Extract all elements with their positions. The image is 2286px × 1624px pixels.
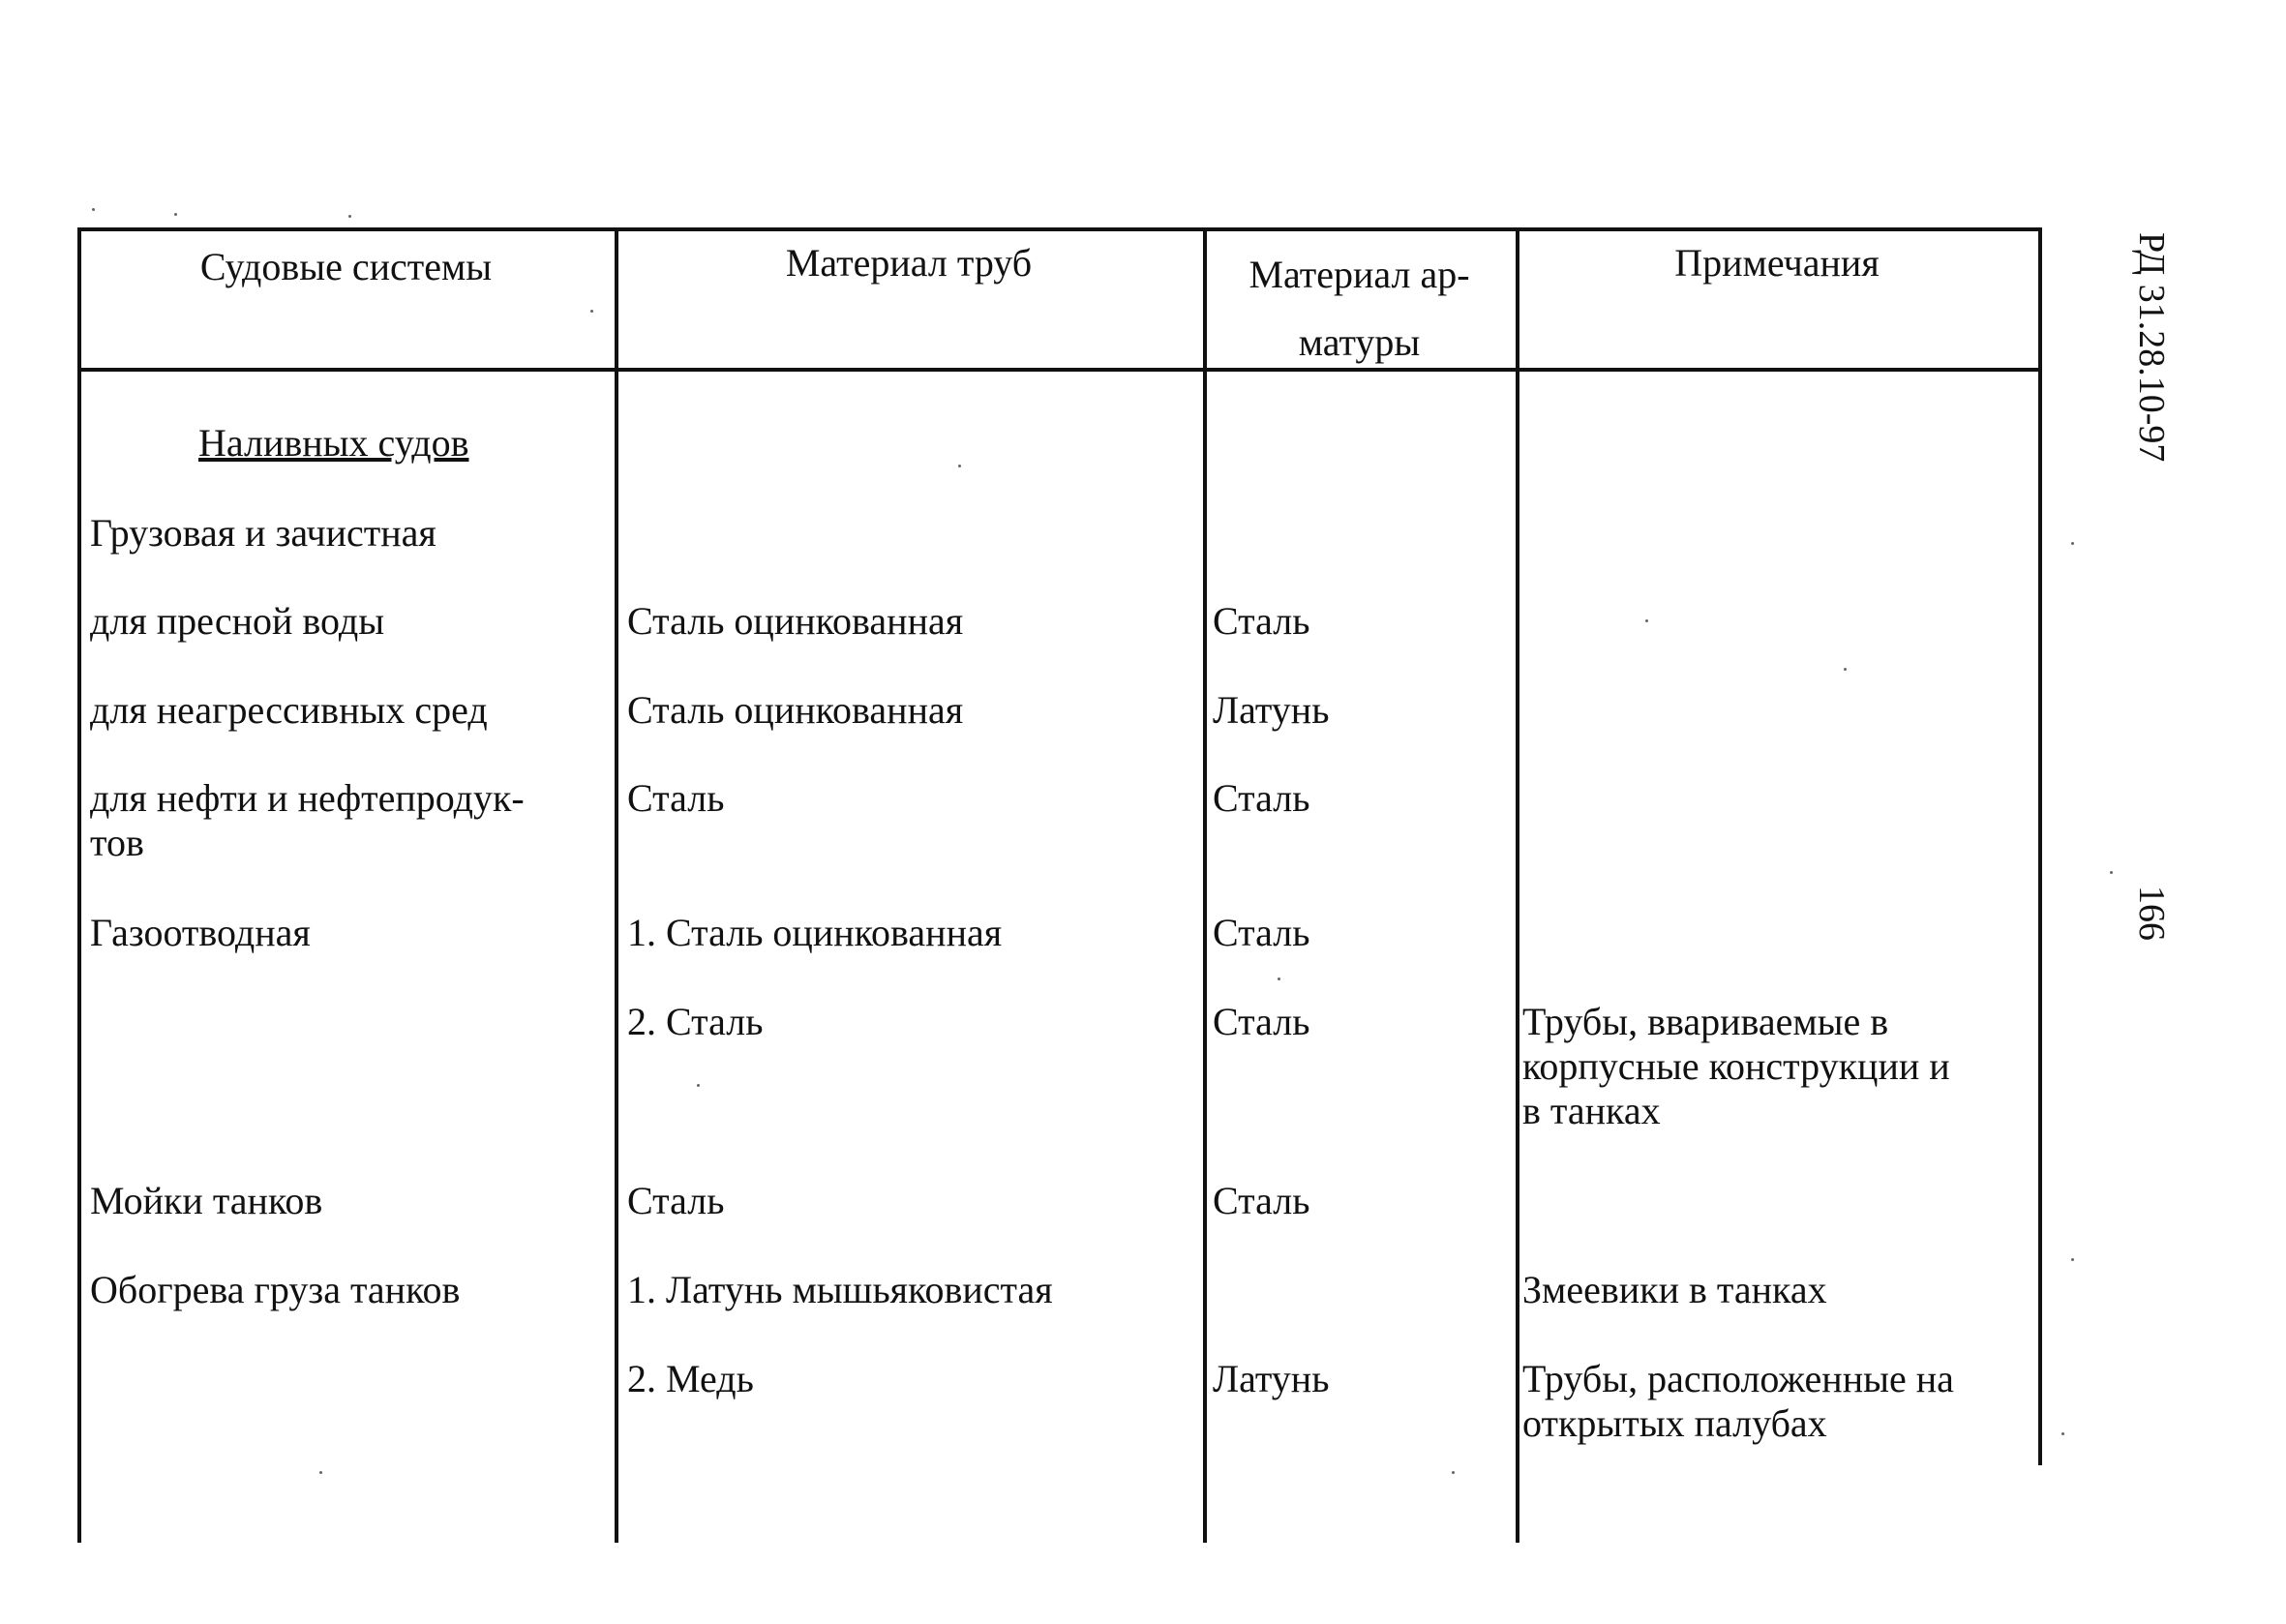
row-4-pipe: Сталь: [627, 776, 725, 820]
header-notes: Примечания: [1674, 241, 1880, 285]
row-7-pipe: Сталь: [627, 1179, 725, 1222]
row-3-pipe: Сталь оцинкованная: [627, 688, 964, 732]
document-code: РД 31.28.10-97: [2131, 232, 2172, 463]
page-number: 166: [2131, 886, 2172, 941]
column-divider-3: [1516, 231, 1519, 1543]
row-1-system: Грузовая и зачистная: [90, 511, 436, 555]
row-4-fitting: Сталь: [1213, 776, 1310, 820]
header-fitting-material: Материал ар- матуры: [1248, 253, 1470, 364]
table-border-left: [77, 231, 81, 1543]
row-2-system: для пресной воды: [90, 599, 385, 643]
row-5-system: Газоотводная: [90, 911, 311, 954]
row-5-fitting: Сталь: [1213, 911, 1310, 954]
row-6-fitting: Сталь: [1213, 1000, 1310, 1043]
row-6-pipe: 2. Сталь: [627, 1000, 764, 1043]
row-9-pipe: 2. Медь: [627, 1357, 754, 1400]
header-divider: [77, 368, 2042, 372]
pipe-materials-table: [77, 227, 2042, 1543]
header-ship-systems: Судовые системы: [199, 245, 493, 288]
row-3-fitting: Латунь: [1213, 688, 1330, 732]
row-5-pipe: 1. Сталь оцинкованная: [627, 911, 1003, 954]
row-4-system: для нефти и нефтепродук- тов: [90, 776, 525, 864]
column-divider-1: [615, 231, 618, 1543]
column-divider-2: [1203, 231, 1207, 1543]
table-border-right: [2038, 231, 2042, 1465]
row-3-system: для неагрессивных сред: [90, 688, 488, 732]
section-title: Наливных судов: [198, 421, 469, 465]
row-8-system: Обогрева груза танков: [90, 1268, 461, 1311]
row-6-note: Трубы, ввариваемые в корпусные конструкции и в танках: [1522, 1000, 1950, 1132]
row-7-fitting: Сталь: [1213, 1179, 1310, 1222]
header-pipe-material: Материал труб: [785, 241, 1033, 285]
row-2-fitting: Сталь: [1213, 599, 1310, 643]
row-8-pipe: 1. Латунь мышьяковистая: [627, 1268, 1053, 1311]
row-7-system: Мойки танков: [90, 1179, 323, 1222]
row-2-pipe: Сталь оцинкованная: [627, 599, 964, 643]
row-9-fitting: Латунь: [1213, 1357, 1330, 1400]
row-8-note: Змеевики в танках: [1522, 1268, 1827, 1311]
row-9-note: Трубы, расположенные на открытых палубах: [1522, 1357, 1954, 1445]
